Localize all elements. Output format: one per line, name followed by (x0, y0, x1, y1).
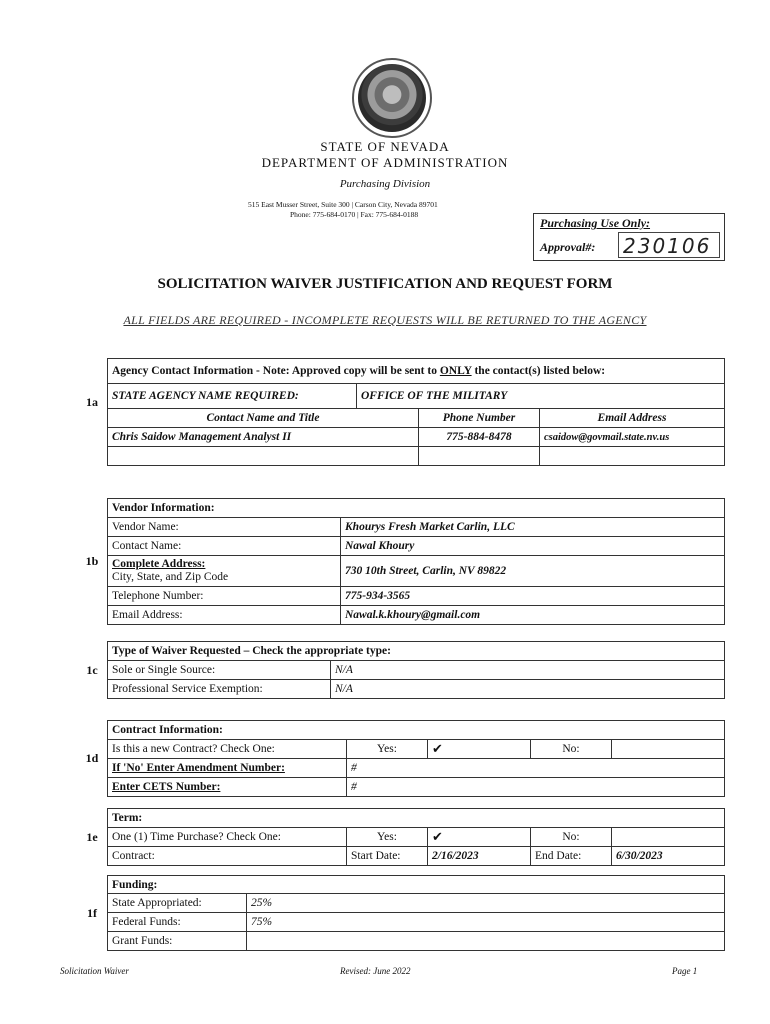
section-number: 1e (77, 809, 108, 866)
department-name: DEPARTMENT OF ADMINISTRATION (261, 155, 509, 170)
contract-label: Contract: (108, 847, 347, 866)
division-name: Purchasing Division (339, 178, 431, 190)
start-date-value[interactable]: 2/16/2023 (428, 847, 531, 866)
division-phone-fax: Phone: 775-684-0170 | Fax: 775-684-0188 (290, 210, 419, 219)
cets-number-label: Enter CETS Number: (108, 778, 347, 797)
section-1f-table (77, 875, 725, 951)
footer-page-number: Page 1 (672, 966, 698, 976)
form-title: SOLICITATION WAIVER JUSTIFICATION AND REQUEST FORM (157, 276, 613, 292)
contract-info-heading: Contract Information: (108, 721, 725, 740)
one-time-no-checkbox[interactable] (612, 828, 725, 847)
state-appropriated-label: State Appropriated: (108, 894, 247, 913)
section-1d-table (77, 720, 725, 797)
grant-funds-value[interactable] (247, 932, 725, 951)
contact-email-value[interactable]: csaidow@govmail.state.nv.us (540, 428, 725, 447)
grant-funds-label: Grant Funds: (108, 932, 247, 951)
section-number: 1b (77, 499, 108, 625)
new-contract-yes-label: Yes: (347, 740, 428, 759)
vendor-email-label: Email Address: (108, 606, 341, 625)
start-date-label: Start Date: (347, 847, 428, 866)
agency-name-label: STATE AGENCY NAME REQUIRED: (108, 384, 357, 409)
one-time-no-label: No: (531, 828, 612, 847)
section-number: 1f (77, 876, 108, 951)
vendor-contact-label: Contact Name: (108, 537, 341, 556)
sole-source-value[interactable]: N/A (331, 661, 725, 680)
section-1c-table (77, 641, 725, 699)
col-contact-name-title: Contact Name and Title (108, 409, 419, 428)
purchasing-use-label: Purchasing Use Only: (540, 216, 651, 230)
agency-name-value[interactable]: OFFICE OF THE MILITARY (357, 384, 725, 409)
vendor-contact-value[interactable]: Nawal Khoury (341, 537, 725, 556)
funding-heading: Funding: (108, 876, 725, 894)
new-contract-label: Is this a new Contract? Check One: (108, 740, 347, 759)
section-number: 1c (77, 642, 108, 699)
vendor-name-value[interactable]: Khourys Fresh Market Carlin, LLC (341, 518, 725, 537)
division-address: 515 East Musser Street, Suite 300 | Carson City, Nevada 89701 (248, 200, 438, 209)
contact-name-title-value[interactable]: Chris Saidow Management Analyst II (108, 428, 419, 447)
vendor-email-value[interactable]: Nawal.k.khoury@gmail.com (341, 606, 725, 625)
footer-form-name: Solicitation Waiver (60, 966, 129, 976)
section-number: 1d (77, 721, 108, 797)
state-seal-icon (358, 64, 426, 132)
state-name: STATE OF NEVADA (320, 139, 450, 154)
section-1b-table (77, 498, 725, 625)
purchasing-use-box (533, 213, 725, 261)
approval-label: Approval#: (540, 240, 596, 254)
professional-service-label: Professional Service Exemption: (108, 680, 331, 699)
vendor-phone-label: Telephone Number: (108, 587, 341, 606)
col-phone-number: Phone Number (419, 409, 540, 428)
contact-phone-value[interactable]: 775-884-8478 (419, 428, 540, 447)
one-time-yes-checkbox[interactable]: ✔ (428, 828, 531, 847)
new-contract-no-checkbox[interactable] (612, 740, 725, 759)
end-date-label: End Date: (531, 847, 612, 866)
cets-number-value[interactable]: # (347, 778, 725, 797)
section-number: 1a (77, 359, 108, 447)
new-contract-yes-checkbox[interactable]: ✔ (428, 740, 531, 759)
one-time-purchase-label: One (1) Time Purchase? Check One: (108, 828, 347, 847)
section-1a-table (77, 358, 725, 466)
contact-row-empty[interactable] (108, 447, 419, 466)
professional-service-value[interactable]: N/A (331, 680, 725, 699)
vendor-name-label: Vendor Name: (108, 518, 341, 537)
section-1e-table (77, 808, 725, 866)
one-time-yes-label: Yes: (347, 828, 428, 847)
agency-contact-heading: Agency Contact Information - Note: Approved copy will be sent to ONLY the contact(s) listed below: (108, 359, 725, 384)
vendor-address-label: Complete Address: City, State, and Zip Code (108, 556, 341, 587)
federal-funds-value[interactable]: 75% (247, 913, 725, 932)
sole-source-label: Sole or Single Source: (108, 661, 331, 680)
approval-number[interactable]: 230106 (618, 232, 720, 258)
term-heading: Term: (108, 809, 725, 828)
state-appropriated-value[interactable]: 25% (247, 894, 725, 913)
vendor-phone-value[interactable]: 775-934-3565 (341, 587, 725, 606)
federal-funds-label: Federal Funds: (108, 913, 247, 932)
vendor-address-value[interactable]: 730 10th Street, Carlin, NV 89822 (341, 556, 725, 587)
amendment-number-value[interactable]: # (347, 759, 725, 778)
footer-revised: Revised: June 2022 (340, 966, 411, 976)
required-fields-warning: ALL FIELDS ARE REQUIRED - INCOMPLETE REQUESTS WILL BE RETURNED TO THE AGENCY (123, 313, 647, 327)
end-date-value[interactable]: 6/30/2023 (612, 847, 725, 866)
waiver-type-heading: Type of Waiver Requested – Check the appropriate type: (108, 642, 725, 661)
col-email-address: Email Address (540, 409, 725, 428)
new-contract-no-label: No: (531, 740, 612, 759)
vendor-info-heading: Vendor Information: (108, 499, 725, 518)
amendment-number-label: If 'No' Enter Amendment Number: (108, 759, 347, 778)
